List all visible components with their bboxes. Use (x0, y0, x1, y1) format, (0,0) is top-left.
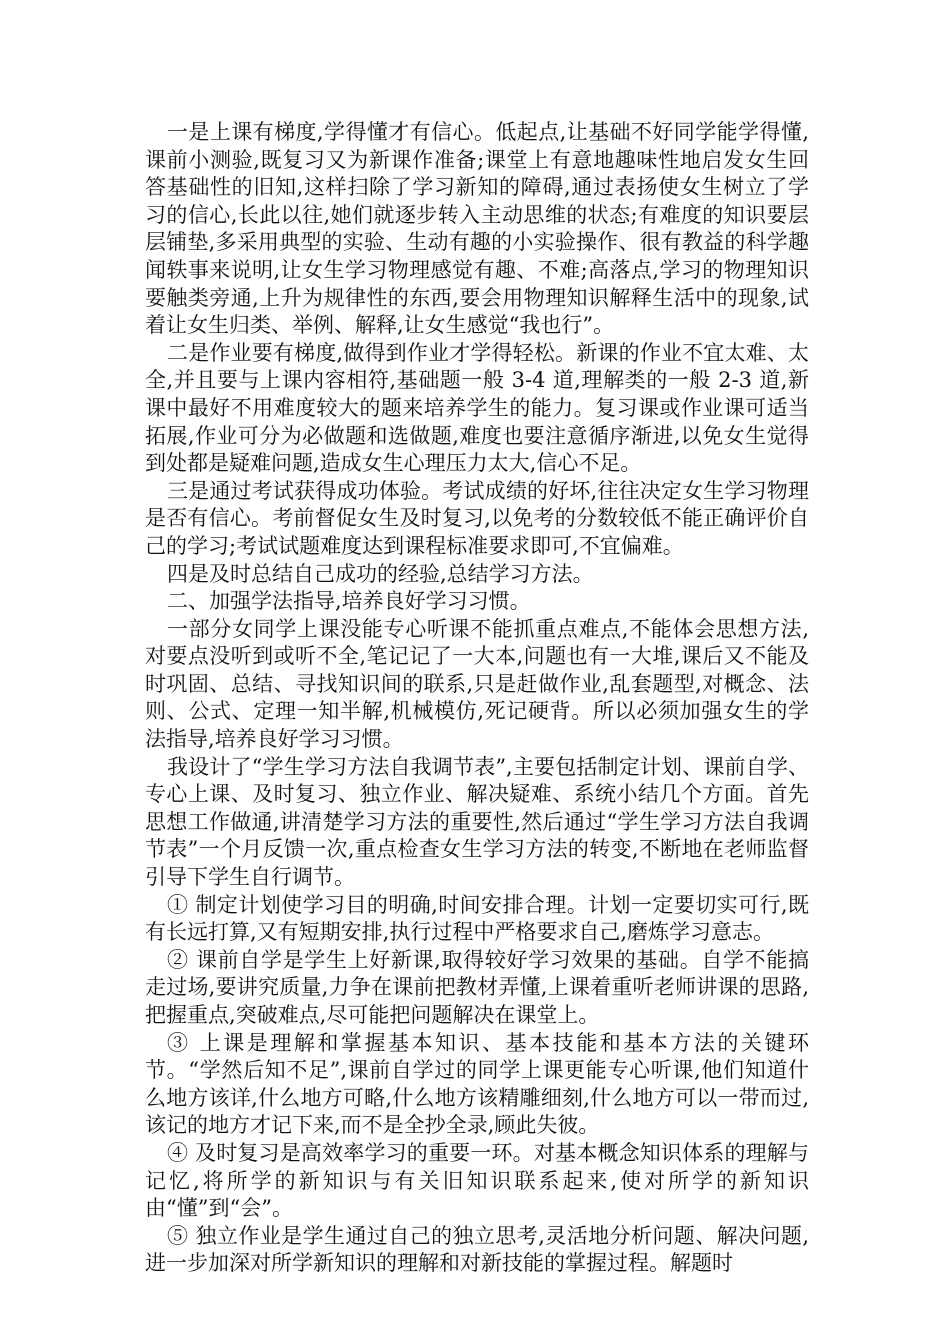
section-heading: 二、加强学法指导,培养良好学习习惯。 (167, 589, 531, 614)
paragraph: 三是通过考试获得成功体验。考试成绩的好坏,往往决定女生学习物理是否有信心。考前督促女生及时复习,以免考的分数较低不能正确评价自己的学习;考试试题难度达到课程标准要求即可,不宜偏难。 (145, 478, 809, 558)
list-item: ② 课前自学是学生上好新课,取得较好学习效果的基础。自学不能搞走过场,要讲究质量,力争在课前把教材弄懂,上课着重听老师讲课的思路,把握重点,突破难点,尽可能把问题解决在课堂上。 (145, 947, 809, 1027)
paragraph: 四是及时总结自己成功的经验,总结学习方法。 (167, 561, 594, 586)
list-item: ④ 及时复习是高效率学习的重要一环。对基本概念知识体系的理解与记忆,将所学的新知识与有关旧知识联系起来,使对所学的新知识由“懂”到“会”。 (145, 1140, 809, 1221)
paragraph: 一部分女同学上课没能专心听课不能抓重点难点,不能体会思想方法,对要点没听到或听不全,笔记记了一大本,问题也有一大堆,课后又不能及时巩固、总结、寻找知识间的联系,只是赶做作业,乱套题型,对概念、法则、公式、定理一知半解,机械模仿,死记硬背。所以必须加强女生的学法指导,培养良好学习习惯。 (145, 616, 809, 752)
list-item: ⑤ 独立作业是学生通过自己的独立思考,灵活地分析问题、解决问题,进一步加深对所学新知识的理解和对新技能的掌握过程。解题时 (145, 1223, 809, 1276)
paragraph: 二是作业要有梯度,做得到作业才学得轻松。新课的作业不宜太难、太全,并且要与上课内容相符,基础题一般 3-4 道,理解类的一般 2-3 道,新课中最好不用难度较大的题来培养学生的能力。复习课或作业课可适当拓展,作业可分为必做题和选做题,难度也要注意循序渐进,以免女生觉得到处都是疑难问题,造成女生心理压力太大,信心不足。 (145, 340, 809, 476)
document-body (145, 119, 809, 1278)
list-item: ① 制定计划使学习目的明确,时间安排合理。计划一定要切实可行,既有长远打算,又有短期安排,执行过程中严格要求自己,磨炼学习意志。 (145, 892, 809, 945)
paragraph: 一是上课有梯度,学得懂才有信心。低起点,让基础不好同学能学得懂,课前小测验,既复习又为新课作准备;课堂上有意地趣味性地启发女生回答基础性的旧知,这样扫除了学习新知的障碍,通过表扬使女生树立了学习的信心,长此以往,她们就逐步转入主动思维的状态;有难度的知识要层层铺垫,多采用典型的实验、生动有趣的小实验操作、很有教益的科学趣闻轶事来说明,让女生学习物理感觉有趣、不难;高落点,学习的物理知识要触类旁通,上升为规律性的东西,要会用物理知识解释生活中的现象,试着让女生归类、举例、解释,让女生感觉“我也行”。 (145, 120, 809, 338)
paragraph: 我设计了“学生学习方法自我调节表”,主要包括制定计划、课前自学、专心上课、及时复习、独立作业、解决疑难、系统小结几个方面。首先思想工作做通,讲清楚学习方法的重要性,然后通过“学生学习方法自我调节表”一个月反馈一次,重点检查女生学习方法的转变,不断地在老师监督引导下学生自行调节。 (145, 754, 809, 890)
list-item: ③ 上课是理解和掌握基本知识、基本技能和基本方法的关键环节。“学然后知不足”,课前自学过的同学上课更能专心听课,他们知道什么地方该详,什么地方可略,什么地方该精雕细刻,什么地方可以一带而过,该记的地方才记下来,而不是全抄全录,顾此失彼。 (145, 1030, 809, 1138)
